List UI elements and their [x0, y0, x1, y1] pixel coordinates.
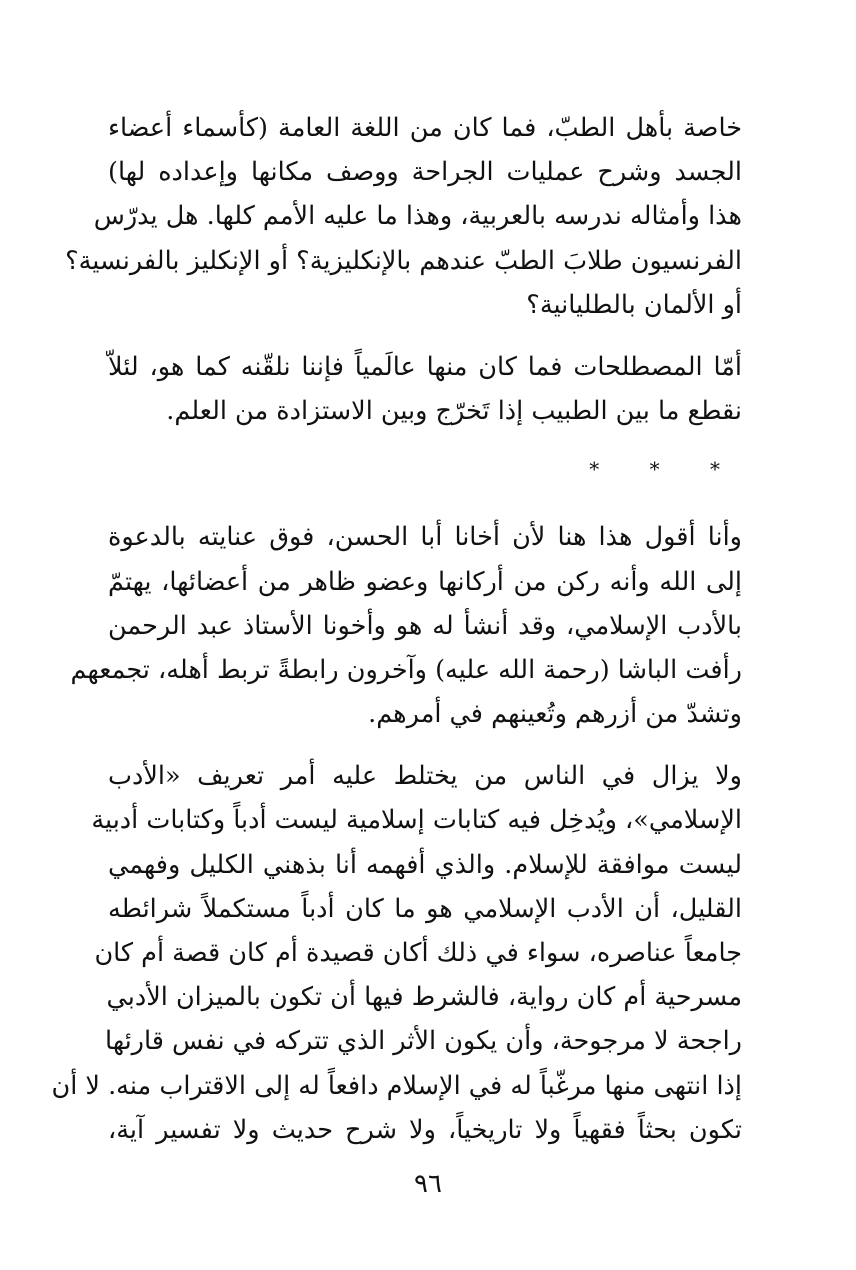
text-line: راجحة لا مرجوحة، وأن يكون الأثر الذي تتركه في نفس قارئها — [105, 1026, 742, 1057]
section-separator: * * * — [589, 457, 742, 482]
text-line: وتشدّ من أزرهم وتُعينهم في أمرهم. — [368, 699, 742, 730]
text-line: وأنا أقول هذا هنا لأن أخانا أبا الحسن، فوق عنايته بالدعوة — [108, 522, 742, 553]
text-line: تكون بحثاً فقهياً ولا تاريخياً، ولا شرح حديث ولا تفسير آية، — [108, 1114, 742, 1145]
text-line: الفرنسيون طلابَ الطبّ عندهم بالإنكليزية؟ أو الإنكليز بالفرنسية؟ — [65, 245, 742, 276]
text-line: بالأدب الإسلامي، وقد أنشأ له هو وأخونا الأستاذ عبد الرحمن — [108, 610, 742, 641]
text-line: أمّا المصطلحات فما كان منها عالَمياً فإننا نلقّنه كما هو، لئلاّ — [108, 351, 742, 382]
paragraph — [65, 106, 742, 327]
text-line: الجسد وشرح عمليات الجراحة ووصف مكانها وإعداده لها) — [108, 157, 742, 188]
text-line: الإسلامي»، ويُدخِل فيه كتابات إسلامية ليست أدباً وكتابات أدبية — [91, 805, 742, 836]
text-line: خاصة بأهل الطبّ، فما كان من اللغة العامة (كأسماء أعضاء — [108, 113, 742, 143]
text-line: ولا يزال في الناس من يختلط عليه أمر تعريف «الأدب — [108, 761, 742, 792]
text-line: القليل، أن الأدب الإسلامي هو ما كان أدباً مستكملاً شرائطه — [108, 893, 742, 924]
paragraph — [108, 345, 742, 433]
text-line: رأفت الباشا (رحمة الله عليه) وآخرون رابطةً تربط أهله، تجمعهم — [70, 654, 742, 685]
paragraphs-bottom — [51, 515, 742, 1152]
body-text — [51, 106, 742, 1152]
page-number: ٩٦ — [414, 1169, 442, 1199]
text-line: أو الألمان بالطليانية؟ — [526, 289, 742, 320]
paragraphs-top — [65, 106, 742, 433]
paragraph — [51, 754, 742, 1152]
text-line: نقطع ما بين الطبيب إذا تَخرّج وبين الاستزادة من العلم. — [166, 396, 742, 427]
text-line: جامعاً عناصره، سواء في ذلك أكان قصيدة أم كان قصة أم كان — [94, 938, 742, 968]
text-line: هذا وأمثاله ندرسه بالعربية، وهذا ما عليه الأمم كلها. هل يدرّس — [93, 201, 742, 232]
text-line: مسرحية أم كان رواية، فالشرط فيها أن تكون بالميزان الأدبي — [106, 982, 742, 1013]
text-line: إذا انتهى منها مرغّباً له في الإسلام دافعاً له إلى الاقتراب منه. لا أن — [51, 1070, 742, 1101]
paragraph — [70, 515, 742, 736]
text-line: ليست موافقة للإسلام. والذي أفهمه أنا بذهني الكليل وفهمي — [108, 849, 742, 880]
text-line: إلى الله وأنه ركن من أركانها وعضو ظاهر من أعضائها، يهتمّ — [108, 566, 742, 597]
